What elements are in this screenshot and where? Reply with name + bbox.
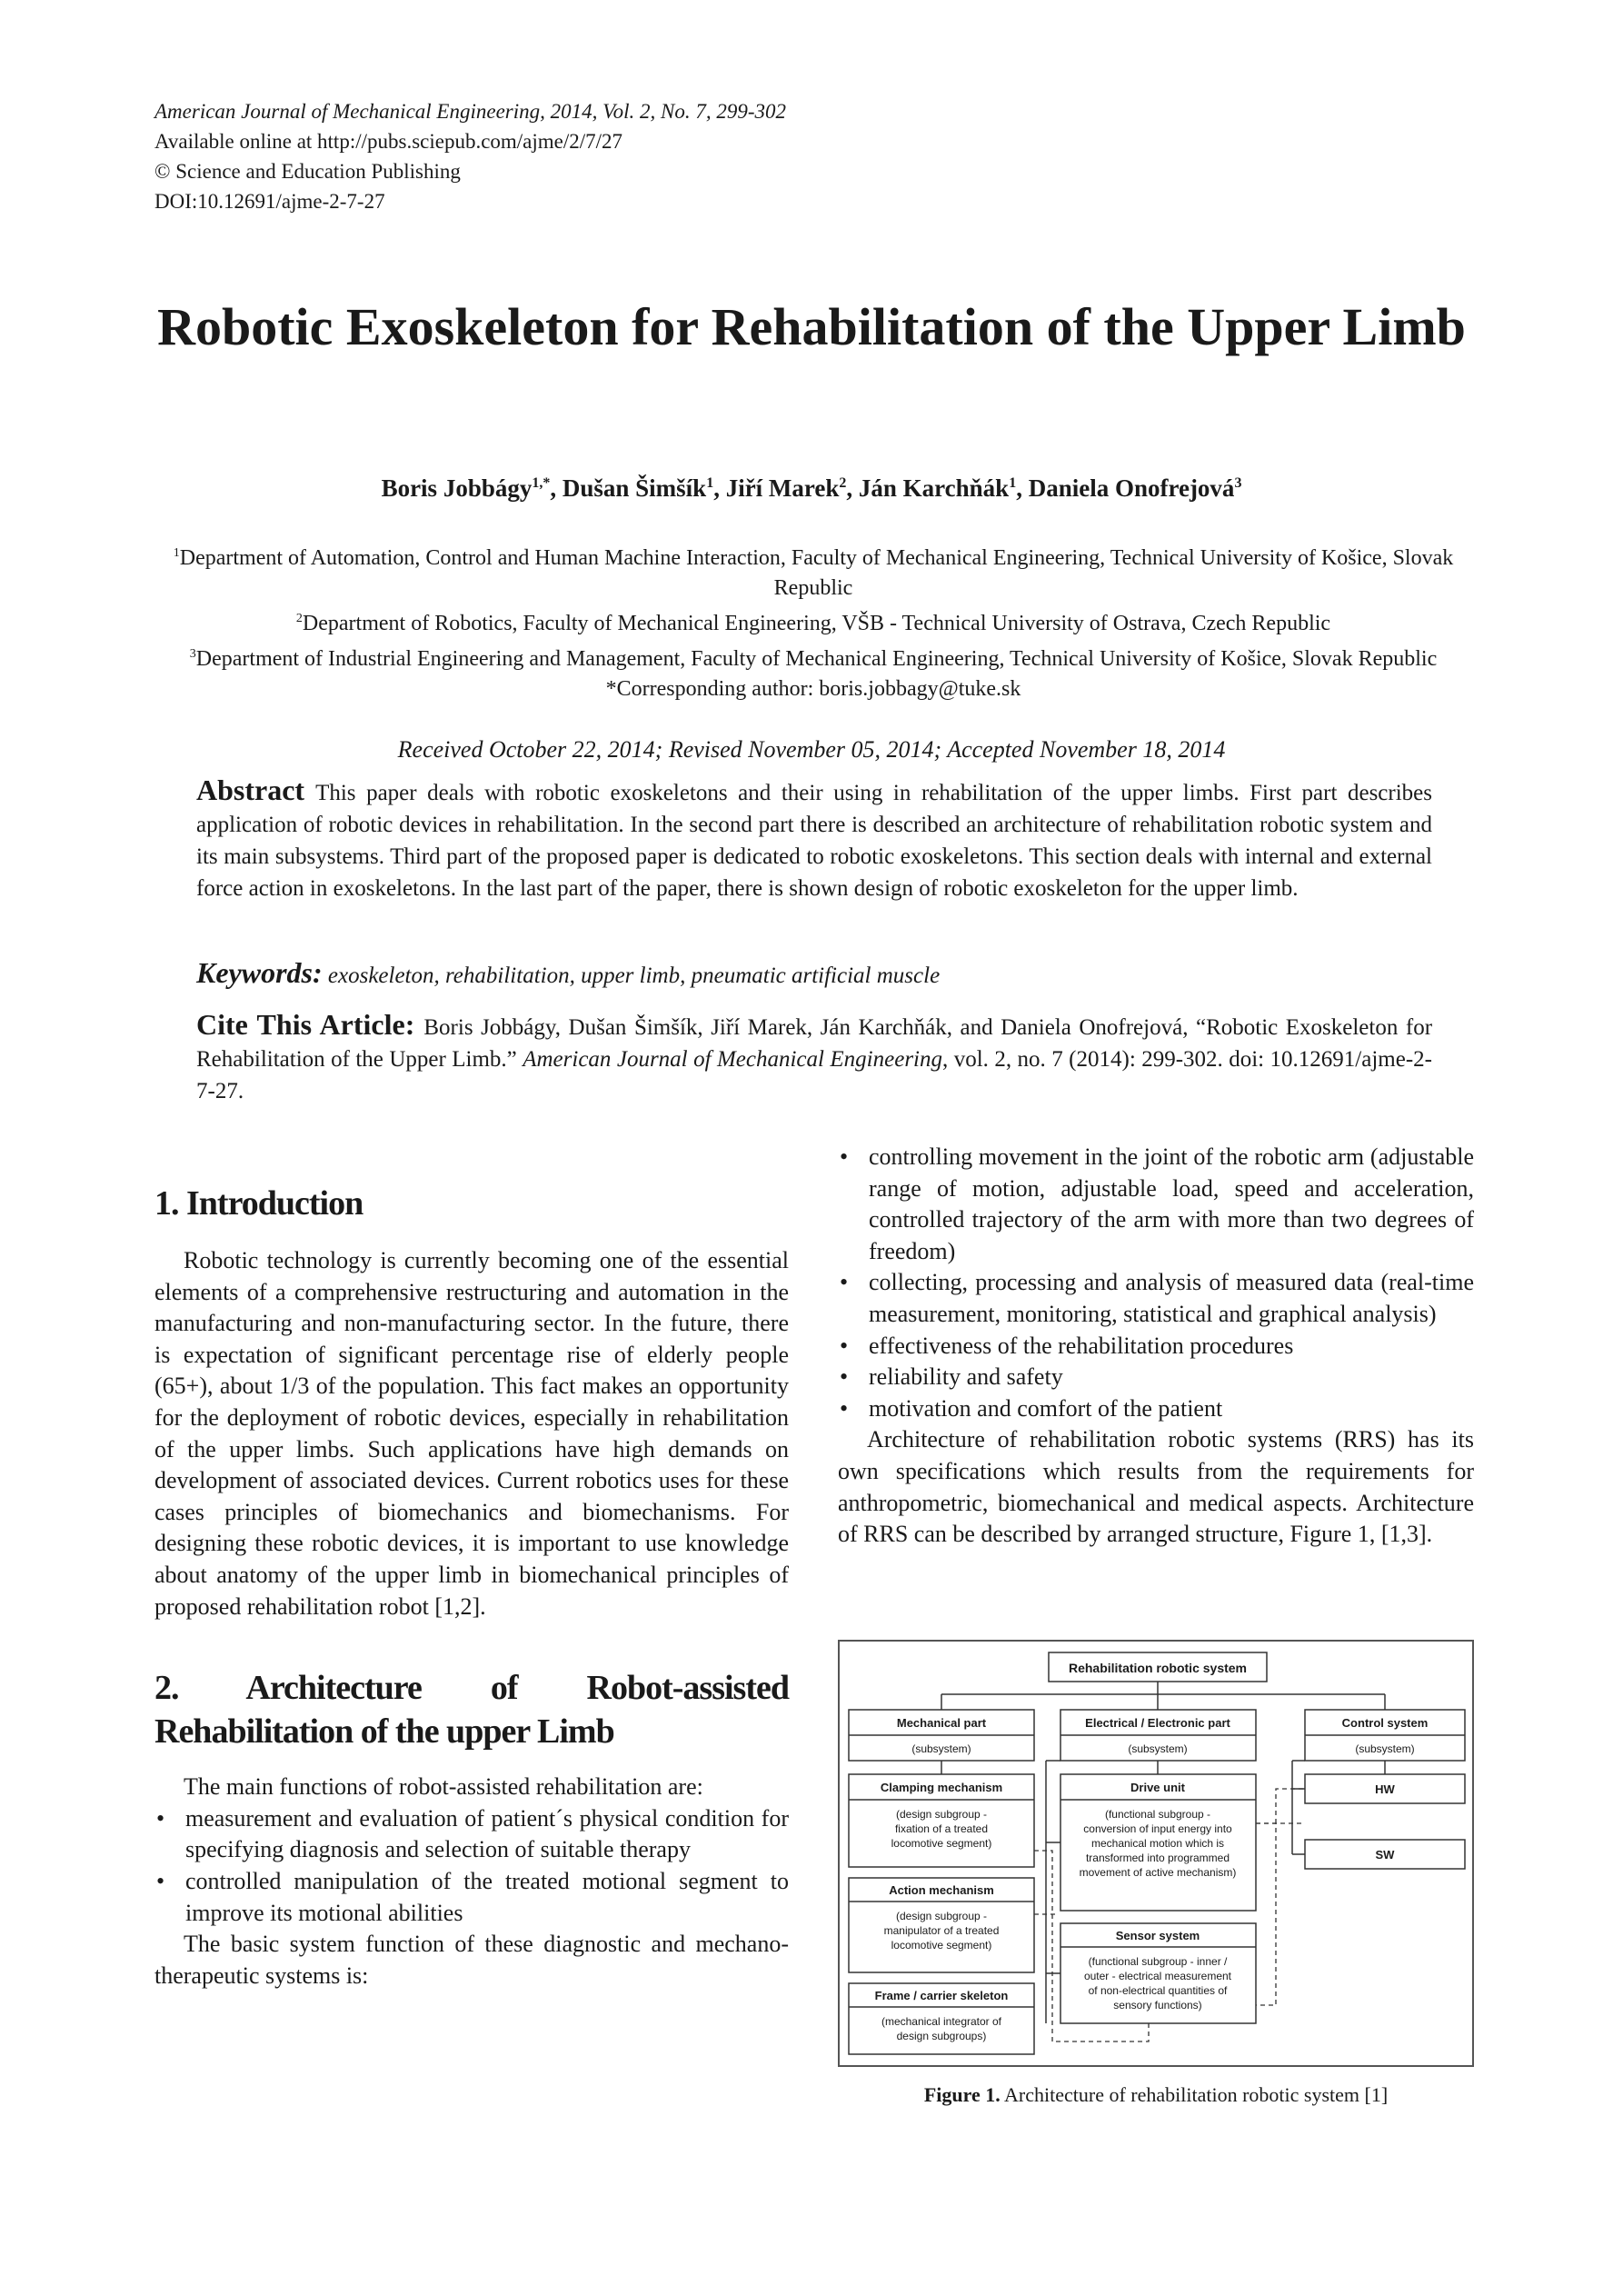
list-item (154, 1803, 789, 1866)
control-system-label: Control system (1341, 1716, 1429, 1730)
electrical-part-sub: (subsystem) (1128, 1742, 1188, 1755)
author-affiliation-mark: 1 (1009, 475, 1017, 491)
bullet-icon: • (840, 1269, 849, 1296)
section-heading-cont: Rehabilitation of the upper Limb (154, 1712, 614, 1752)
list-item (838, 1331, 1474, 1363)
action-mechanism-label: Action mechanism (889, 1883, 994, 1897)
bullet-icon: • (840, 1363, 849, 1391)
author-name: Boris Jobbágy (381, 474, 533, 502)
author-list: Boris Jobbágy$^{1,*}$, Dušan Šimšík$^1$, Jiří Marek$^2$, Ján Karchňák$^1$, Daniela Onofrejová$^3$ (381, 474, 1242, 502)
section-heading: 2. Architecture of Robot-assisted (154, 1669, 789, 1708)
rrs-paragraph: Architecture of rehabilitation robotic systems (RRS) has its own specifications which results from the requirements for anthropometric, biomechanical and medical aspects. Architecture of RRS can be described by arranged structure, Figure 1, [1,3]. (838, 1426, 1474, 1548)
citation-text: Boris Jobbágy, Dušan Šimšík, Jiří Marek, Ján Karchňák, and Daniela Onofrejová, “Robotic Exoskeleton for Rehabilitation of the Upper Limb.” (196, 1015, 1433, 1072)
bullet-icon: • (156, 1867, 165, 1894)
functions-list (154, 1803, 789, 1929)
author-name: Dušan Šimšík (562, 474, 707, 502)
affiliation (164, 538, 1463, 604)
author-name: Jiří Marek (725, 474, 840, 502)
citation-label: Cite This Article: (196, 1008, 415, 1041)
list-item (838, 1142, 1474, 1267)
list-item-text: measurement and evaluation of patient´s physical condition for specifying diagnosis and selection of suitable therapy (185, 1804, 789, 1863)
introduction-paragraph: Robotic technology is currently becoming one of the essential elements of a comprehensive restructuring and automation in the manufacturing and non-manufacturing sector. In the future, there is expectation of significant percentage rise of elderly people (65+), about 1/3 of the population. This fact makes an opportunity for the deployment of robotic devices, especially in rehabilitation of the upper limbs. Such applications have high demands on development of associated devices. Current robotics uses for these cases principles of biomechanics and biomechanisms. For designing these robotic devices, it is important to use knowledge about anatomy of the upper limb in biomechanical principles of proposed rehabilitation robot [1,2]. (154, 1247, 789, 1620)
drive-unit-label: Drive unit (1130, 1781, 1185, 1794)
abstract-text: This paper deals with robotic exoskeletons and their using in rehabilitation of the upper limbs. First part describes application of robotic devices in rehabilitation. In the second part there is described an architecture of rehabilitation robotic system and its main subsystems. Third part of the proposed paper is dedicated to robotic exoskeletons. This section deals with internal and external force action in exoskeletons. In the last part of the paper, there is shown design of robotic exoskeleton for the upper limb. (196, 781, 1432, 901)
list-item-text: effectiveness of the rehabilitation procedures (869, 1332, 1294, 1359)
sensor-system-label: Sensor system (1115, 1929, 1200, 1942)
affiliation-text: Department of Industrial Engineering and Management, Faculty of Mechanical Engineering, Technical University of Košice, Slovak Republic (195, 647, 1438, 671)
bullet-icon: • (840, 1332, 849, 1359)
affiliation-mark: 1 (173, 546, 180, 560)
affiliation (164, 604, 1463, 639)
abstract (196, 774, 1432, 904)
left-column (154, 1182, 789, 1992)
clamping-desc-line: (design subgroup - (895, 1808, 988, 1821)
drive-desc-line: movement of active mechanism) (1079, 1866, 1237, 1879)
journal-citation-line: American Journal of Mechanical Engineering, 2014, Vol. 2, No. 7, 299-302 (154, 100, 787, 123)
figure-architecture-diagram (838, 1640, 1474, 2067)
frame-desc-line: design subgroups) (896, 2030, 987, 2042)
architecture-diagram-svg (840, 1642, 1476, 2069)
list-item-text: controlling movement in the joint of the robotic arm (adjustable range of motion, adjustable load, speed and acceleration, controlled trajectory of the arm with more than two degrees of freedom) (869, 1143, 1474, 1264)
keywords-text: exoskeleton, rehabilitation, upper limb, pneumatic artificial muscle (327, 963, 941, 988)
action-desc-line: (design subgroup - (895, 1910, 988, 1922)
citation-text-end: , vol. 2, no. 7 (2014): 299-302. doi: 10.12691/ajme-2-7-27. (196, 1047, 1432, 1103)
list-item (838, 1267, 1474, 1330)
mechanical-part-sub: (subsystem) (911, 1742, 971, 1755)
abstract-label: Abstract (196, 774, 305, 806)
author-affiliation-mark: 2 (839, 475, 847, 491)
list-item-text: controlled manipulation of the treated motional segment to improve its motional abilities (185, 1867, 789, 1926)
drive-desc-line: (functional subgroup - (1104, 1808, 1211, 1821)
basic-functions-list (838, 1142, 1474, 1424)
sensor-desc-line: (functional subgroup - inner / (1088, 1955, 1228, 1968)
affiliation-text: Department of Automation, Control and Human Machine Interaction, Faculty of Mechanical Engineering, Technical University of Košice, Slovak Republic (179, 546, 1454, 600)
bullet-icon: • (840, 1394, 849, 1422)
figure-caption-text: Architecture of rehabilitation robotic system [1] (1004, 2083, 1389, 2106)
affiliation-mark: 3 (189, 647, 196, 661)
list-item-text: collecting, processing and analysis of measured data (real-time measurement, monitoring, statistical and graphical analysis) (869, 1269, 1474, 1327)
action-desc-line: locomotive segment) (891, 1939, 992, 1952)
author-name: Ján Karchňák (858, 474, 1010, 502)
control-system-sub: (subsystem) (1355, 1742, 1415, 1755)
list-item (154, 1866, 789, 1929)
online-availability-line: Available online at http://pubs.sciepub.com/ajme/2/7/27 (154, 130, 623, 153)
frame-desc-line: (mechanical integrator of (881, 2015, 1002, 2028)
drive-desc-line: transformed into programmed (1085, 1852, 1230, 1864)
right-column (838, 1142, 1474, 1551)
drive-desc-line: mechanical motion which is (1090, 1837, 1225, 1850)
figure-caption-label: Figure 1. (923, 2083, 1001, 2106)
sensor-desc-line: sensory functions) (1113, 1999, 1202, 2011)
publisher-line: © Science and Education Publishing (154, 160, 461, 183)
author-affiliation-mark: 1 (706, 475, 714, 491)
root-label: Rehabilitation robotic system (1068, 1661, 1248, 1675)
affiliation-text: Department of Robotics, Faculty of Mechanical Engineering, VŠB - Technical University of Ostrava, Czech Republic (302, 612, 1331, 635)
bullet-icon: • (156, 1804, 165, 1832)
publication-dates: Received October 22, 2014; Revised November 05, 2014; Accepted November 18, 2014 (397, 736, 1226, 763)
author-name: Daniela Onofrejová (1028, 474, 1235, 502)
list-item-text: motivation and comfort of the patient (869, 1394, 1223, 1422)
doi-line: DOI:10.12691/ajme-2-7-27 (154, 190, 385, 213)
section-paragraph: The main functions of robot-assisted rehabilitation are: (184, 1773, 703, 1801)
action-desc-line: manipulator of a treated (883, 1924, 1000, 1937)
figure-caption (838, 2083, 1474, 2107)
sw-label: SW (1375, 1848, 1395, 1862)
bullet-icon: • (840, 1143, 849, 1170)
mechanical-part-label: Mechanical part (896, 1716, 987, 1730)
journal-header (154, 96, 786, 216)
affiliations (164, 538, 1463, 704)
citation-journal: American Journal of Mechanical Engineering (523, 1047, 942, 1072)
section-heading: 1. Introduction (154, 1184, 363, 1223)
drive-desc-line: conversion of input energy into (1083, 1822, 1232, 1835)
list-item (838, 1362, 1474, 1393)
clamping-desc-line: fixation of a treated (894, 1822, 989, 1835)
sensor-desc-line: outer - electrical measurement (1083, 1970, 1232, 1982)
corresponding-author: *Corresponding author: boris.jobbagy@tuke.sk (605, 677, 1021, 701)
list-item-text: reliability and safety (869, 1363, 1063, 1391)
frame-skeleton-label: Frame / carrier skeleton (874, 1989, 1009, 2002)
list-item (838, 1393, 1474, 1425)
clamping-desc-line: locomotive segment) (891, 1837, 992, 1850)
sensor-desc-line: of non-electrical quantities of (1088, 1984, 1228, 1997)
hw-label: HW (1375, 1782, 1395, 1796)
keywords (196, 956, 1432, 990)
affiliation-mark: 2 (295, 612, 303, 625)
affiliation (164, 639, 1463, 674)
author-affiliation-mark: 3 (1234, 475, 1242, 491)
paper-title: Robotic Exoskeleton for Rehabilitation of the Upper Limb (157, 297, 1466, 356)
author-affiliation-mark: 1,* (532, 475, 551, 491)
citation (196, 1009, 1432, 1107)
clamping-mechanism-label: Clamping mechanism (880, 1781, 1003, 1794)
keywords-label: Keywords: (196, 956, 323, 989)
section-paragraph: The basic system function of these diagnostic and mechano-therapeutic systems is: (154, 1931, 789, 1989)
electrical-part-label: Electrical / Electronic part (1085, 1716, 1230, 1730)
